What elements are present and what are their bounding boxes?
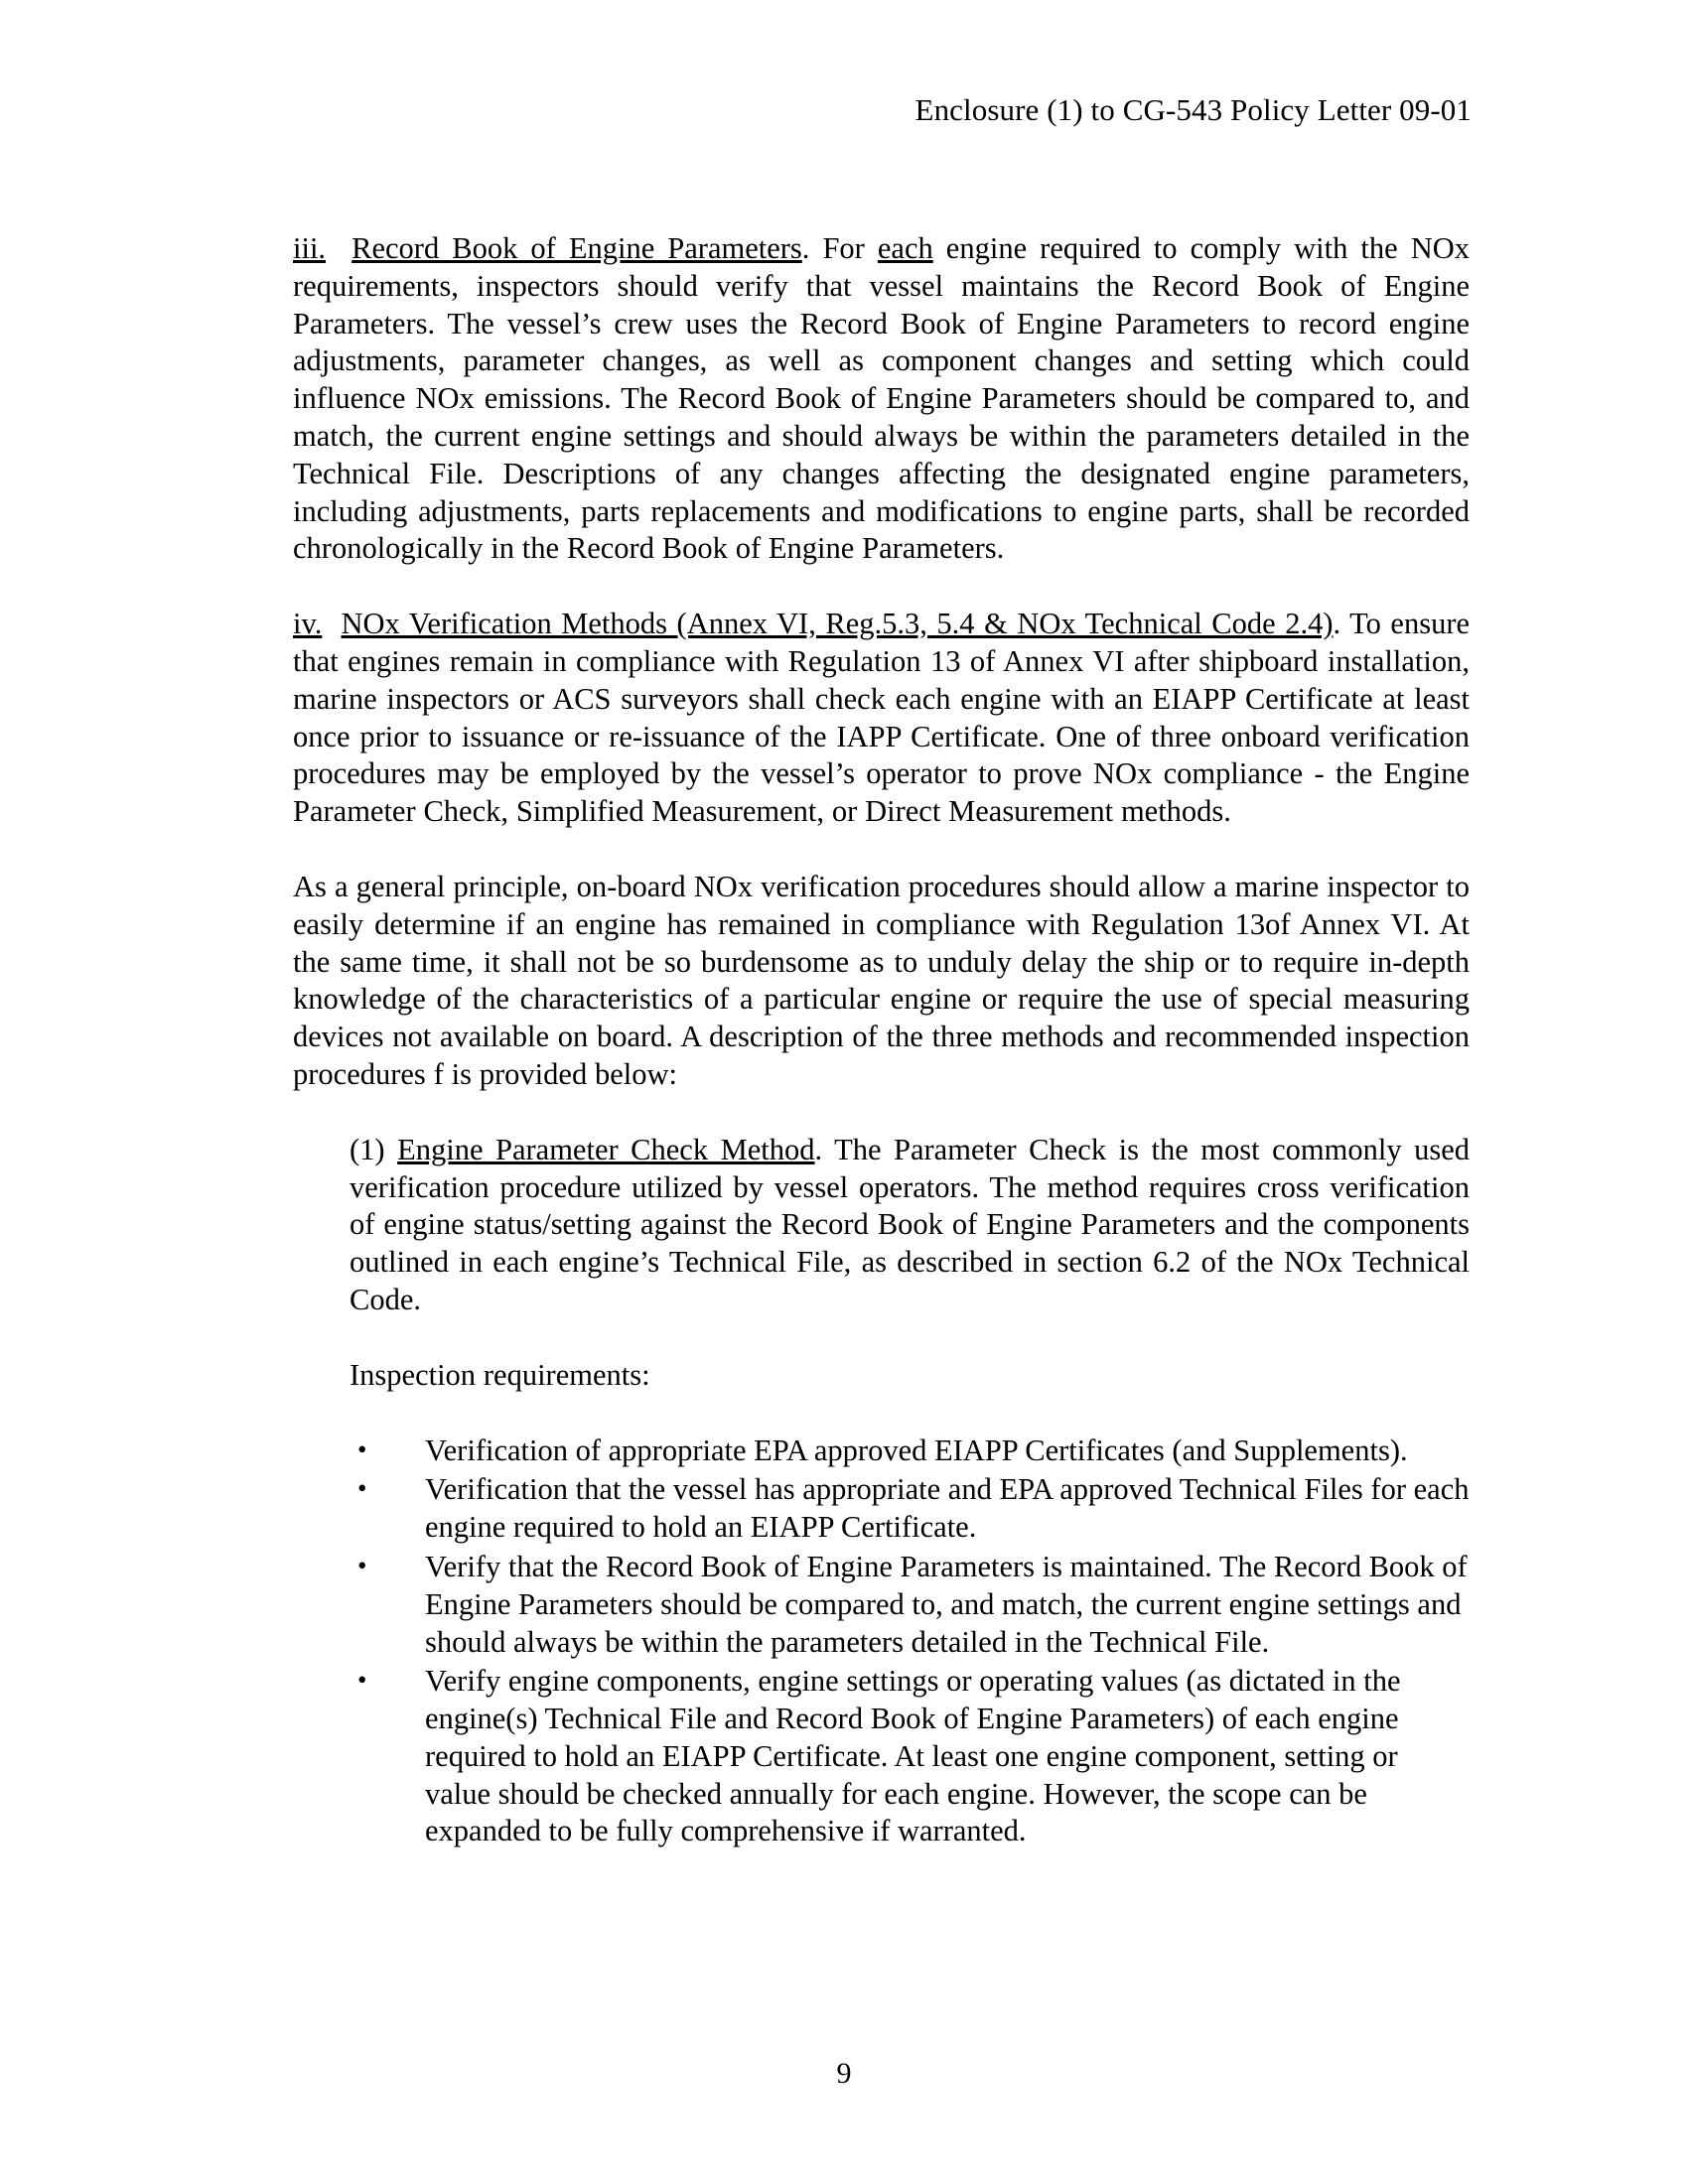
page-number-text: 9 <box>836 2057 852 2090</box>
paragraph-general-principle <box>293 869 1470 1094</box>
inspection-requirements-label: Inspection requirements: <box>350 1357 650 1392</box>
item-iv-heading: NOx Verification Methods (Annex VI, Reg.5.3, 5.4 & NOx Technical Code 2.4) <box>341 607 1334 641</box>
item-iv-body: . To ensure that engines remain in compliance with Regulation 13 of Annex VI after shipboard installation, marine inspectors or ACS surveyors shall check each engine with an EIAPP Certificate at least once prior to issuance or re-issuance of the IAPP Certificate. One of three onboard verification procedures may be employed by the vessel’s operator to prove NOx compliance - the Engine Parameter Check, Simplified Measurement, or Direct Measurement methods. <box>293 607 1471 829</box>
running-header-text: Enclosure (1) to CG-543 Policy Letter 09-01 <box>914 92 1472 127</box>
list-item <box>350 1663 1470 1850</box>
running-header <box>0 91 1472 128</box>
list-item <box>350 1433 1470 1470</box>
item-iii-marker: iii. <box>293 231 327 265</box>
document-body <box>293 230 1470 1852</box>
general-principle-body: As a general principle, on-board NOx verification procedures should allow a marine inspector to easily determine if an engine has remained in compliance with Regulation 13of Annex VI. At the same time, it shall not be so burdensome as to unduly delay the ship or to require in-depth knowledge of the characteristics of a particular engine or require the use of special measuring devices not available on board. A description of the three methods and recommended inspection procedures f is provided below: <box>293 869 1470 1091</box>
bullet-icon: • <box>357 1665 367 1696</box>
item-iii-body: engine required to comply with the NOx requirements, inspectors should verify that vessel maintains the Record Book of Engine Parameters. The vessel’s crew uses the Record Book of Engine Parameters to record engine adjustments, parameter changes, as well as component changes and setting which could influence NOx emissions. The Record Book of Engine Parameters should be compared to, and match, the current engine settings and should always be within the parameters detailed in the Technical File. Descriptions of any changes affecting the designated engine parameters, including adjustments, parts replacements and modifications to engine parts, shall be recorded chronologically in the Record Book of Engine Parameters. <box>293 231 1470 566</box>
method-1-body: . The Parameter Check is the most commonly used verification procedure utilized by vessel operators. The method requires cross verification of engine status/setting against the Record Book of Engine Parameters and the components outlined in each engine’s Technical File, as described in section 6.2 of the NOx Technical Code. <box>350 1132 1470 1316</box>
page-number <box>0 2059 1688 2089</box>
item-iv-marker: iv. <box>293 607 323 641</box>
paragraph-method-1 <box>350 1132 1470 1319</box>
method-1-marker: (1) <box>350 1132 398 1166</box>
list-item-text: Verification of appropriate EPA approved EIAPP Certificates (and Supplements). <box>425 1433 1408 1467</box>
bullet-icon: • <box>357 1550 367 1580</box>
method-1-heading: Engine Parameter Check Method <box>397 1132 815 1166</box>
list-item-text: Verify engine components, engine settings or operating values (as dictated in the engine(s) Technical File and Record Book of Engine Parameters) of each engine required to hold an EIAPP Certificate. At least one engine component, setting or value should be checked annually for each engine. However, the scope can be expanded to be fully comprehensive if warranted. <box>425 1664 1401 1848</box>
list-item-text: Verify that the Record Book of Engine Parameters is maintained. The Record Book of Engine Parameters should be compared to, and match, the current engine settings and should always be within the parameters detailed in the Technical File. <box>425 1549 1468 1659</box>
item-iii-heading-trailing: . For <box>801 231 878 265</box>
method-1-block <box>350 1132 1470 1395</box>
paragraph-item-iii <box>293 230 1470 568</box>
list-item <box>350 1549 1470 1661</box>
bullet-icon: • <box>357 1473 367 1504</box>
list-item-text: Verification that the vessel has appropriate and EPA approved Technical Files for each engine required to hold an EIAPP Certificate. <box>425 1472 1470 1545</box>
inspection-requirements-list <box>350 1433 1470 1851</box>
item-iii-heading: Record Book of Engine Parameters <box>352 231 802 265</box>
list-item <box>350 1471 1470 1547</box>
bullet-icon: • <box>357 1433 367 1464</box>
item-iii-emphasis-each: each <box>877 231 933 265</box>
paragraph-item-iv <box>293 606 1470 831</box>
